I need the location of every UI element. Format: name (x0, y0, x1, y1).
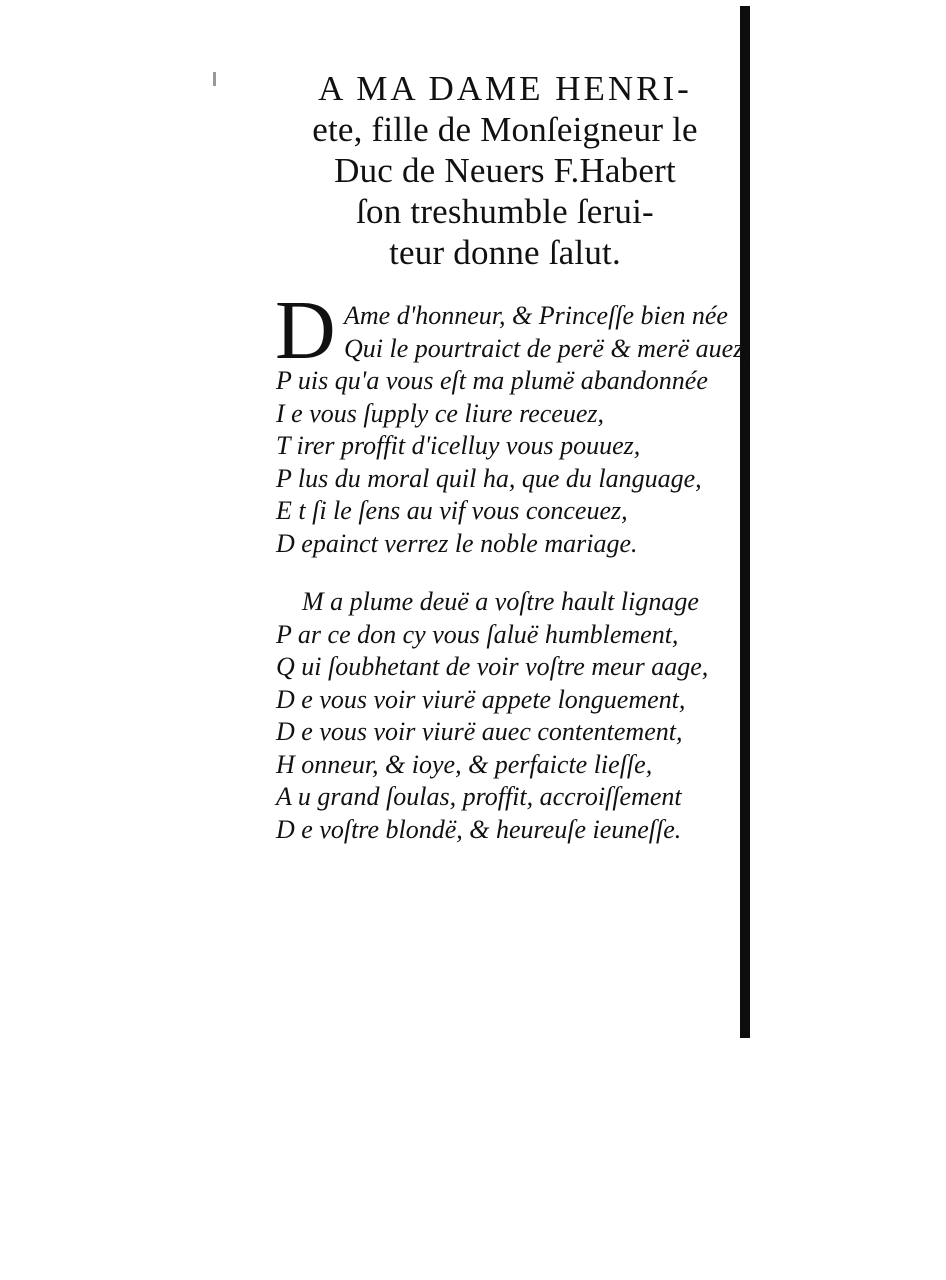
verse-line: D e vous voir viurë auec contentement, (276, 717, 683, 746)
poem-stanza-2 (276, 586, 742, 846)
heading-line-3: Duc de Neuers F.Habert (334, 151, 676, 190)
verse-line: Q ui ſoubhetant de voir voſtre meur aage, (276, 652, 709, 681)
heading-line-1: A MA DAME HENRI- (318, 69, 692, 108)
verse-line: H onneur, & ioye, & perfaicte lieſſe, (276, 749, 653, 779)
verse-line: A u grand ſoulas, proffit, accroiſſement (276, 782, 682, 811)
verse-line: P lus du moral quil ha, que du language, (276, 463, 702, 493)
verse-line: M a plume deuë a voſtre hault lignage (302, 587, 699, 616)
verse-line: Qui le pourtraict de perë & merë auez, (344, 333, 750, 363)
verse-line: P ar ce don cy vous ſaluë humblement, (276, 619, 679, 649)
dedication-heading (270, 68, 740, 273)
poem-stanza-1 (276, 300, 750, 560)
heading-line-2: ete, fille de Monſeigneur le (312, 110, 698, 149)
verse-line: E t ſi le ſens au vif vous conceuez, (276, 496, 628, 525)
drop-cap: D (275, 284, 336, 377)
verse-line: D epainct verrez le noble mariage. (276, 528, 638, 558)
verse-line: P uis qu'a vous eſt ma plumë abandonnée (276, 366, 708, 395)
heading-line-5: teur donne ſalut. (389, 233, 621, 272)
verse-line: Ame d'honneur, & Princeſſe bien née (344, 301, 728, 330)
verse-line: T irer proffit d'icelluy vous pouuez, (276, 431, 641, 460)
ink-speck (213, 72, 216, 86)
verse-line: D e voſtre blondë, & heureuſe ieuneſſe. (276, 814, 682, 844)
heading-line-4: ſon treshumble ſerui- (356, 192, 654, 231)
verse-line: D e vous voir viurë appete longuement, (276, 684, 686, 714)
verse-line: I e vous ſupply ce liure receuez, (276, 398, 604, 428)
